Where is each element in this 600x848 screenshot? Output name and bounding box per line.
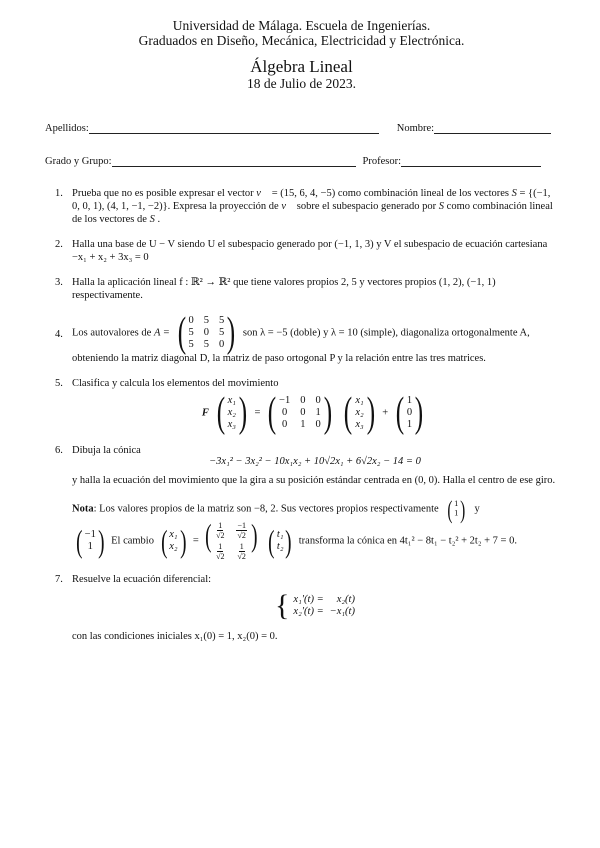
problem-number: 2. (55, 239, 63, 250)
problem-number: 5. (55, 378, 63, 389)
vector-symbol: v⃗ (281, 201, 295, 212)
vector-symbol: v⃗ (256, 188, 270, 199)
set-symbol: S (149, 214, 155, 225)
change-of-variables: ( −1 1 ) El cambio ( x₁ x₂ ) = ( $\frac{1}{√2}$ $\frac{-1}{√2}$ $\frac{1}{√2}$ $\frac{1}{√2}$ ) ( t₁ t₂ ) transforma la cónica en 4t₁² − 8t₁ − t₂² + 2t₂ + 7 = 0. (76, 517, 517, 561)
exam-header (45, 18, 558, 92)
nombre-field[interactable] (434, 123, 551, 134)
problem-text: = {(−1, 0, 0, 1), (4, 1, −1, −2)}. Expresa la proyección de (72, 188, 551, 212)
exam-date: 18 de Julio de 2023. (246, 76, 357, 91)
problem-text: Los autovalores de (72, 327, 154, 339)
problem-5 (45, 377, 558, 436)
problem-text: Dibuja la cónica (72, 445, 141, 456)
problem-number: 4. (55, 329, 63, 340)
student-fields (45, 121, 558, 167)
course-title: Álgebra Lineal (250, 57, 353, 76)
problem-number: 1. (55, 188, 63, 199)
problem-6 (45, 444, 558, 561)
problem-text: y halla la ecuación del movimiento que la gira a su posición estándar centrada en (0, 0). Halla el centro de ese giro. (72, 475, 556, 486)
problem-4 (45, 310, 558, 365)
problem-text: sobre el subespacio generado por (294, 201, 439, 212)
university-line: Universidad de Málaga. Escuela de Ingenierías. (172, 18, 431, 33)
problem-text: Resuelve la ecuación diferencial: (72, 574, 212, 585)
problem-1 (45, 187, 558, 226)
problem-2 (45, 238, 558, 264)
problem-7 (45, 573, 558, 643)
profesor-label: Profesor: (362, 156, 401, 167)
problem-note: Nota: Los valores propios de la matriz son −8, 2. Sus vectores propios respectivamente ( 1 1 ) y (72, 494, 480, 524)
problem-number: 3. (55, 277, 63, 288)
grado-field[interactable] (112, 156, 356, 167)
profesor-field[interactable] (401, 156, 541, 167)
set-symbol: S (438, 201, 445, 212)
problem-text: . (154, 214, 161, 225)
matrix-symbol: A = (153, 327, 170, 339)
problem-text: son λ = −5 (doble) y λ = 10 (simple), diagonaliza ortogonalmente A, obteniendo la matriz diagonal D, la matriz de paso ortogonal P y la relación entre las tres matrices. (72, 327, 530, 364)
problem-number: 6. (55, 445, 63, 456)
apellidos-field[interactable] (89, 123, 379, 134)
problem-text: Halla la aplicación lineal f : ℝ² → ℝ² que tiene valores propios 2, 5 y vectores propios (1, 2), (−1, 1) respectivamente. (72, 277, 496, 301)
differential-system: { x₁′(t) = x₂(t) x₂′(t) = −x₁(t) (275, 589, 355, 622)
matrix-a: ( 0 5 5 5 0 5 5 5 0 ) (177, 310, 236, 356)
problem-number: 7. (55, 574, 63, 585)
nombre-label: Nombre: (396, 123, 435, 134)
set-symbol: S (511, 188, 517, 199)
problem-text: Halla una base de U − V siendo U el subespacio generado por (−1, 1, 3) y V el subespacio de ecuación cartesiana −x₁ + x₂ + 3x₃ = 0 (72, 239, 548, 263)
initial-conditions: con las condiciones iniciales x₁(0) = 1, x₂(0) = 0. (72, 631, 278, 642)
motion-equation: F ( x₁ x₂ x₃ ) = ( −1 0 0 0 0 1 0 1 0 ) ( x₁ x₂ x₃ ) + ( 1 0 1 ) (201, 390, 424, 436)
conic-equation: −3x₁² − 3x₂² − 10x₁x₂ + 10√2x₁ + 6√2x₂ − 14 = 0 (209, 456, 421, 467)
problem-3 (45, 276, 558, 302)
problem-list (45, 187, 558, 643)
problem-text: como combinación lineal de los vectores de (72, 201, 553, 225)
problem-text: Clasifica y calcula los elementos del movimiento (72, 378, 279, 389)
apellidos-label: Apellidos: (45, 123, 89, 134)
problem-text: Prueba que no es posible expresar el vector (72, 188, 257, 199)
problem-text: = (15, 6, 4, −5) como combinación lineal de los vectores (269, 188, 512, 199)
grado-label: Grado y Grupo: (45, 156, 112, 167)
degrees-line: Graduados en Diseño, Mecánica, Electricidad y Electrónica. (138, 33, 465, 48)
